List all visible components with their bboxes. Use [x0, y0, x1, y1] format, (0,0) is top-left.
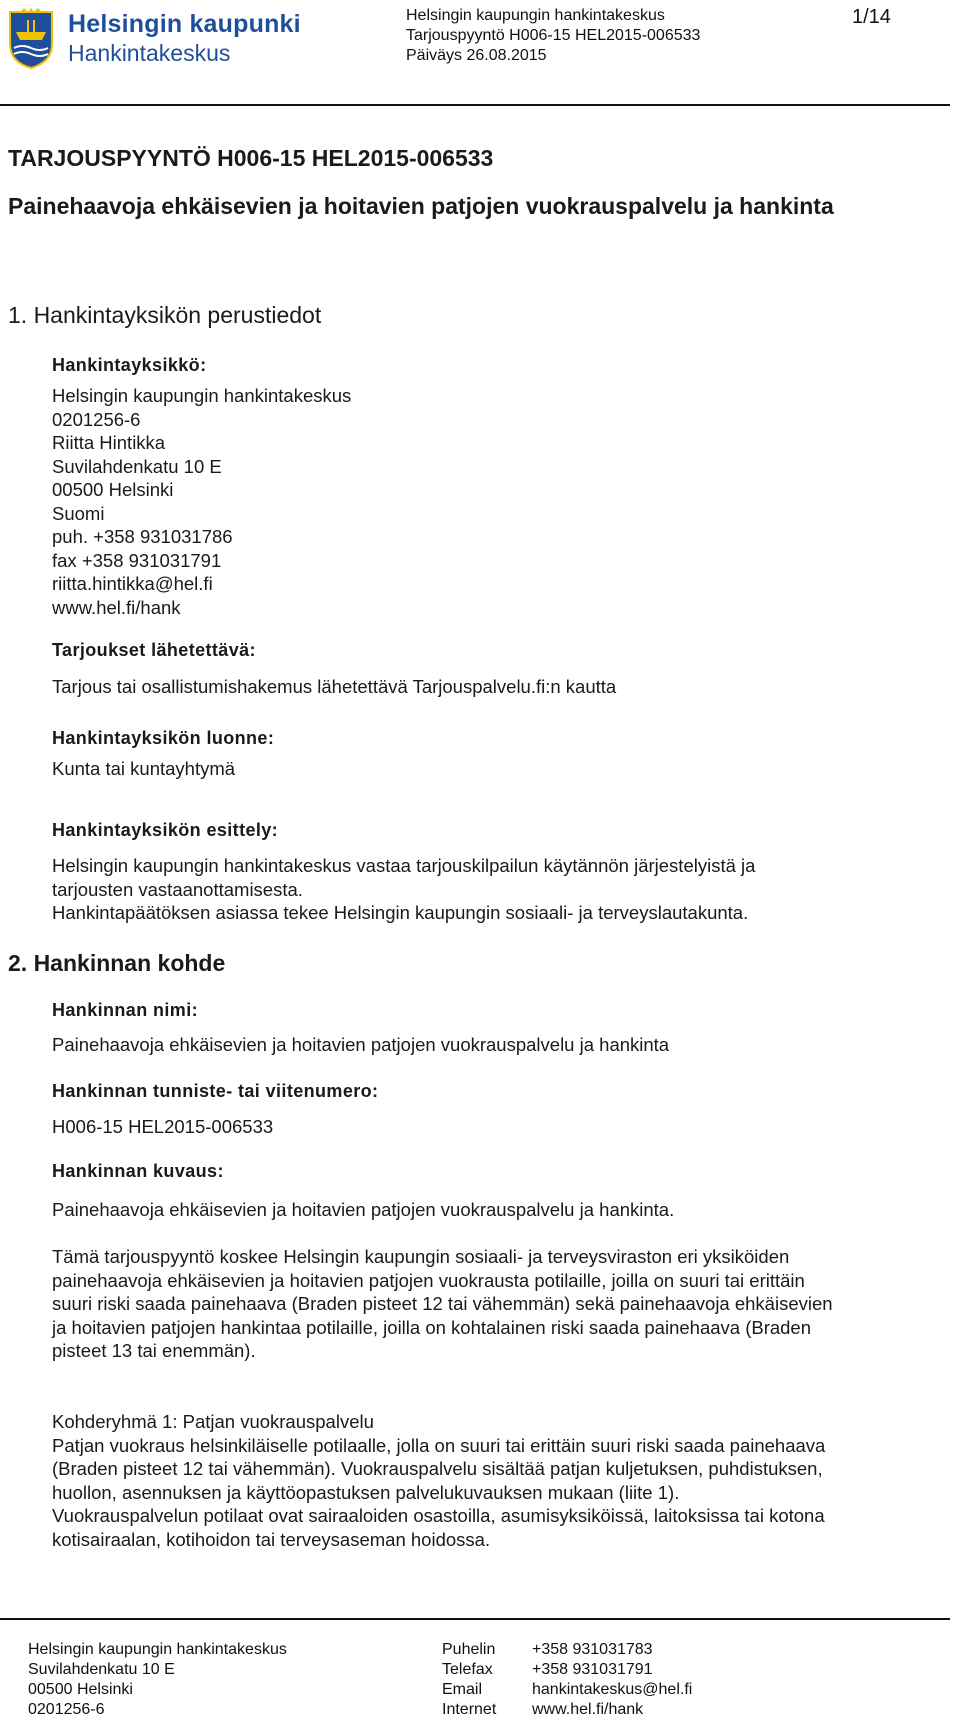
header-organization: Helsingin kaupungin hankintakeskus [406, 7, 665, 24]
unit-contact-person: Riitta Hintikka [52, 432, 166, 453]
logo-title: Helsingin kaupunki [68, 10, 301, 38]
intro-line: Hankintapäätöksen asiassa tekee Helsingin kaupungin sosiaali- ja terveyslautakunta. [52, 902, 749, 923]
footer-website: www.hel.fi/hank [532, 1701, 644, 1718]
footer-address [28, 1640, 287, 1720]
send-label: Tarjoukset lähetettävä: [52, 640, 256, 660]
footer-email: hankintakeskus@hel.fi [532, 1681, 693, 1698]
procurement-description-label: Hankinnan kuvaus: [52, 1161, 224, 1181]
paragraph-line: (Braden pisteet 12 tai vähemmän). Vuokrauspalvelu sisältää patjan kuljetuksen, puhdistuksen, [52, 1458, 823, 1479]
unit-label: Hankintayksikkö: [52, 355, 207, 375]
footer-address-line: 00500 Helsinki [28, 1681, 133, 1698]
unit-name: Helsingin kaupungin hankintakeskus [52, 385, 352, 406]
scope-paragraph [52, 1245, 952, 1363]
header-divider [0, 104, 950, 106]
footer-contact-label: Internet [442, 1701, 497, 1718]
header-meta [406, 6, 700, 66]
logo-subtitle: Hankintakeskus [68, 40, 231, 66]
nature-label: Hankintayksikön luonne: [52, 728, 275, 748]
paragraph-line: Tämä tarjouspyyntö koskee Helsingin kaupungin sosiaali- ja terveysviraston eri yksiköiden [52, 1246, 790, 1267]
unit-business-id: 0201256-6 [52, 408, 141, 430]
footer-phone: +358 931031783 [532, 1641, 653, 1658]
footer-contact-label: Telefax [442, 1661, 493, 1678]
unit-street: Suvilahdenkatu 10 E [52, 455, 222, 477]
document-subtitle: Painehaavoja ehkäisevien ja hoitavien patjojen vuokrauspalvelu ja hankinta [8, 193, 834, 219]
paragraph-line: ja hoitavien patjojen hankintaa potilaille, joilla on kohtalainen riski saada painehaava (Braden [52, 1316, 812, 1338]
document-title: TARJOUSPYYNTÖ H006-15 HEL2015-006533 [8, 145, 494, 171]
header-document-ref: Tarjouspyyntö H006-15 HEL2015-006533 [406, 27, 701, 44]
paragraph-line: pisteet 13 tai enemmän). [52, 1340, 256, 1361]
paragraph-line: Kohderyhmä 1: Patjan vuokrauspalvelu [52, 1411, 374, 1432]
intro-label: Hankintayksikön esittely: [52, 820, 279, 840]
send-text: Tarjous tai osallistumishakemus lähetettävä Tarjouspalvelu.fi:n kautta [52, 676, 617, 697]
header-date: Päiväys 26.08.2015 [406, 47, 547, 64]
section-2-heading: 2. Hankinnan kohde [8, 950, 226, 976]
target-group-1-paragraph [52, 1410, 952, 1551]
city-crest-icon [6, 8, 56, 70]
paragraph-line: Vuokrauspalvelun potilaat ovat sairaaloiden osastoilla, asumisyksiköissä, laitoksissa tai kotona [52, 1505, 825, 1526]
footer-contact-label: Puhelin [442, 1641, 496, 1658]
procurement-name-text: Painehaavoja ehkäisevien ja hoitavien patjojen vuokrauspalvelu ja hankinta [52, 1034, 670, 1055]
procurement-name-label: Hankinnan nimi: [52, 1000, 199, 1020]
procurement-id-text: H006-15 HEL2015-006533 [52, 1116, 274, 1137]
footer-contact-label: Email [442, 1681, 483, 1698]
unit-fax: fax +358 931031791 [52, 549, 222, 571]
unit-country: Suomi [52, 502, 105, 524]
intro-line: Helsingin kaupungin hankintakeskus vastaa tarjouskilpailun käytännön järjestelyistä ja [52, 855, 756, 876]
unit-website: www.hel.fi/hank [52, 596, 181, 618]
paragraph-line: painehaavoja ehkäisevien ja hoitavien patjojen vuokrausta potilaille, joilla on suuri tai erittäin [52, 1269, 805, 1291]
procurement-id-label: Hankinnan tunniste- tai viitenumero: [52, 1081, 379, 1101]
unit-email: riitta.hintikka@hel.fi [52, 573, 213, 594]
section-1-heading: 1. Hankintayksikön perustiedot [8, 302, 322, 328]
intro-line: tarjousten vastaanottamisesta. [52, 878, 303, 900]
paragraph-line: huollon, asennuksen ja käyttöopastuksen palvelukuvauksen mukaan (liite 1). [52, 1481, 680, 1503]
unit-details [52, 384, 952, 619]
footer-address-line: 0201256-6 [28, 1701, 105, 1718]
page-number: 1/14 [852, 6, 891, 28]
footer-address-line: Suvilahdenkatu 10 E [28, 1661, 175, 1678]
footer-contact-values [532, 1640, 692, 1720]
footer-address-line: Helsingin kaupungin hankintakeskus [28, 1641, 287, 1658]
procurement-description-text: Painehaavoja ehkäisevien ja hoitavien patjojen vuokrauspalvelu ja hankinta. [52, 1199, 675, 1220]
footer-contact-labels [442, 1640, 496, 1720]
paragraph-line: kotisairaalan, kotihoidon tai terveysaseman hoidossa. [52, 1528, 491, 1550]
nature-text: Kunta tai kuntayhtymä [52, 758, 236, 779]
unit-postal: 00500 Helsinki [52, 479, 174, 500]
footer-divider [0, 1618, 950, 1620]
unit-phone: puh. +358 931031786 [52, 526, 233, 547]
intro-text [52, 854, 952, 925]
footer-fax: +358 931031791 [532, 1661, 653, 1678]
paragraph-line: Patjan vuokraus helsinkiläiselle potilaalle, jolla on suuri tai erittäin suuri riski saada painehaava [52, 1434, 826, 1456]
paragraph-line: suuri riski saada painehaava (Braden pisteet 12 tai vähemmän) sekä painehaavoja ehkäisevien [52, 1293, 833, 1314]
